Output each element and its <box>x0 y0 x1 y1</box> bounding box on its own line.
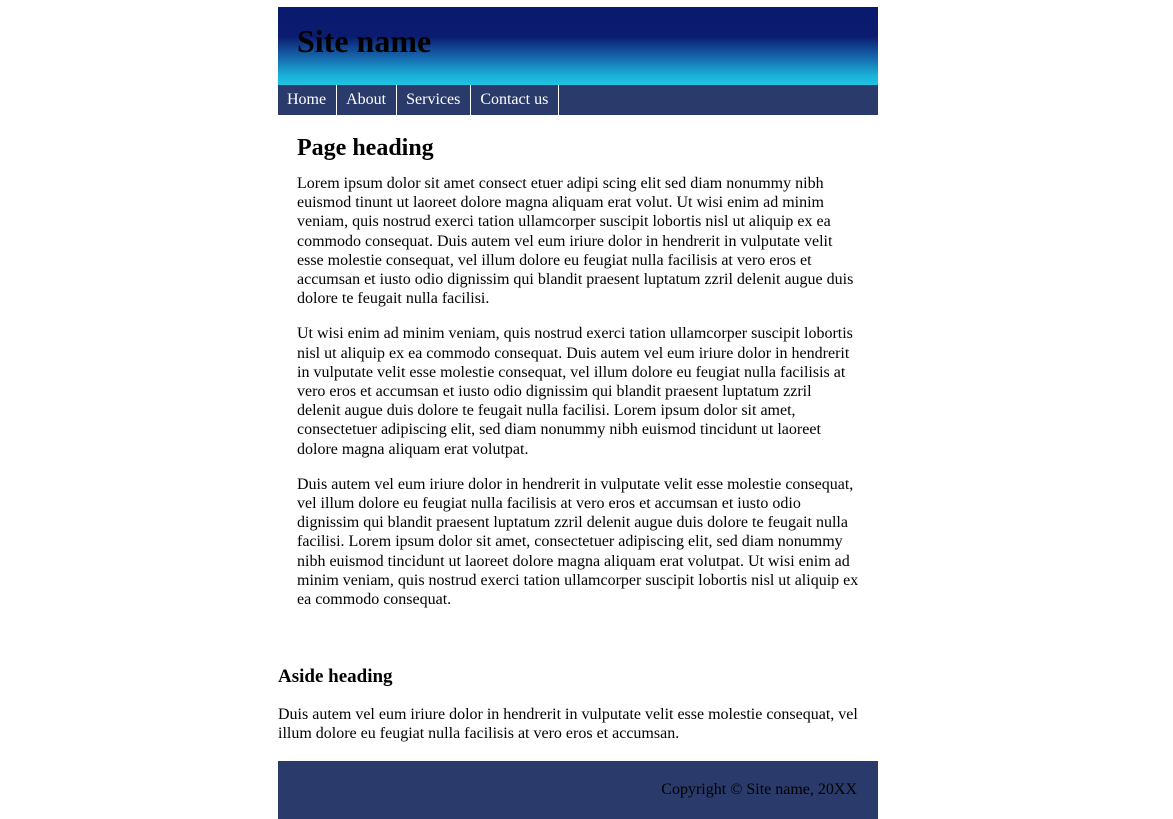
main-paragraph-3: Duis autem vel eum iriure dolor in hendrerit in vulputate velit esse molestie consequat, vel illum dolore eu feugiat nulla facilisis at vero eros et accumsan et iusto odio dignissim qui blandit praesent luptatum zzril delenit augue duis dolore te feugait nulla facilisi. Lorem ipsum dolor sit amet, consectetuer adipiscing elit, sed diam nonummy nibh euismod tincidunt ut laoreet dolore magna aliquam erat volutpat. Ut wisi enim ad minim veniam, quis nostrud exerci tation ullamcorper suscipit lobortis nisl ut aliquip ex ea commodo consequat. <box>297 475 859 609</box>
nav-item-services[interactable]: Services <box>397 85 471 115</box>
nav-item-about[interactable]: About <box>337 85 397 115</box>
main-content <box>278 115 878 609</box>
copyright-text: Copyright © Site name, 20XX <box>661 781 857 798</box>
main-nav <box>278 85 878 115</box>
site-name: Site name <box>297 23 432 59</box>
main-paragraph-1: Lorem ipsum dolor sit amet consect etuer adipi scing elit sed diam nonummy nibh euismod tinunt ut laoreet dolore magna aliquam erat volut. Ut wisi enim ad minim veniam, quis nostrud exerci tation ullamcorper suscipit lobortis nisl ut aliquip ex ea commodo consequat. Duis autem vel eum iriure dolor in hendrerit in vulputate velit esse molestie consequat, vel illum dolore eu feugiat nulla facilisis at vero eros et accumsan et iusto odio dignissim qui blandit praesent luptatum zzril delenit augue duis dolore te feugait nulla facilisi. <box>297 175 854 308</box>
main-paragraph-2: Ut wisi enim ad minim veniam, quis nostrud exerci tation ullamcorper suscipit lobortis nisl ut aliquip ex ea commodo consequat. Duis autem vel eum iriure dolor in hendrerit in vulputate velit esse molestie consequat, vel illum dolore eu feugiat nulla facilisis at vero eros et accumsan et iusto odio dignissim qui blandit praesent luptatum zzril delenit augue duis dolore te feugait nulla facilisi. Lorem ipsum dolor sit amet, consectetuer adipiscing elit, sed diam nonummy nibh euismod tincidunt ut laoreet dolore magna aliquam erat volutpat. <box>297 325 853 458</box>
page-container <box>278 7 878 798</box>
page-heading: Page heading <box>297 135 434 161</box>
site-header <box>278 7 878 85</box>
nav-item-home[interactable]: Home <box>278 85 337 115</box>
aside-section <box>278 666 878 743</box>
aside-paragraph: Duis autem vel eum iriure dolor in hendrerit in vulputate velit esse molestie consequat, vel illum dolore eu feugiat nulla facilisis at vero eros et accumsan. <box>278 706 858 743</box>
nav-item-contact-us[interactable]: Contact us <box>471 85 559 115</box>
site-footer <box>278 761 878 819</box>
aside-heading: Aside heading <box>278 666 393 687</box>
